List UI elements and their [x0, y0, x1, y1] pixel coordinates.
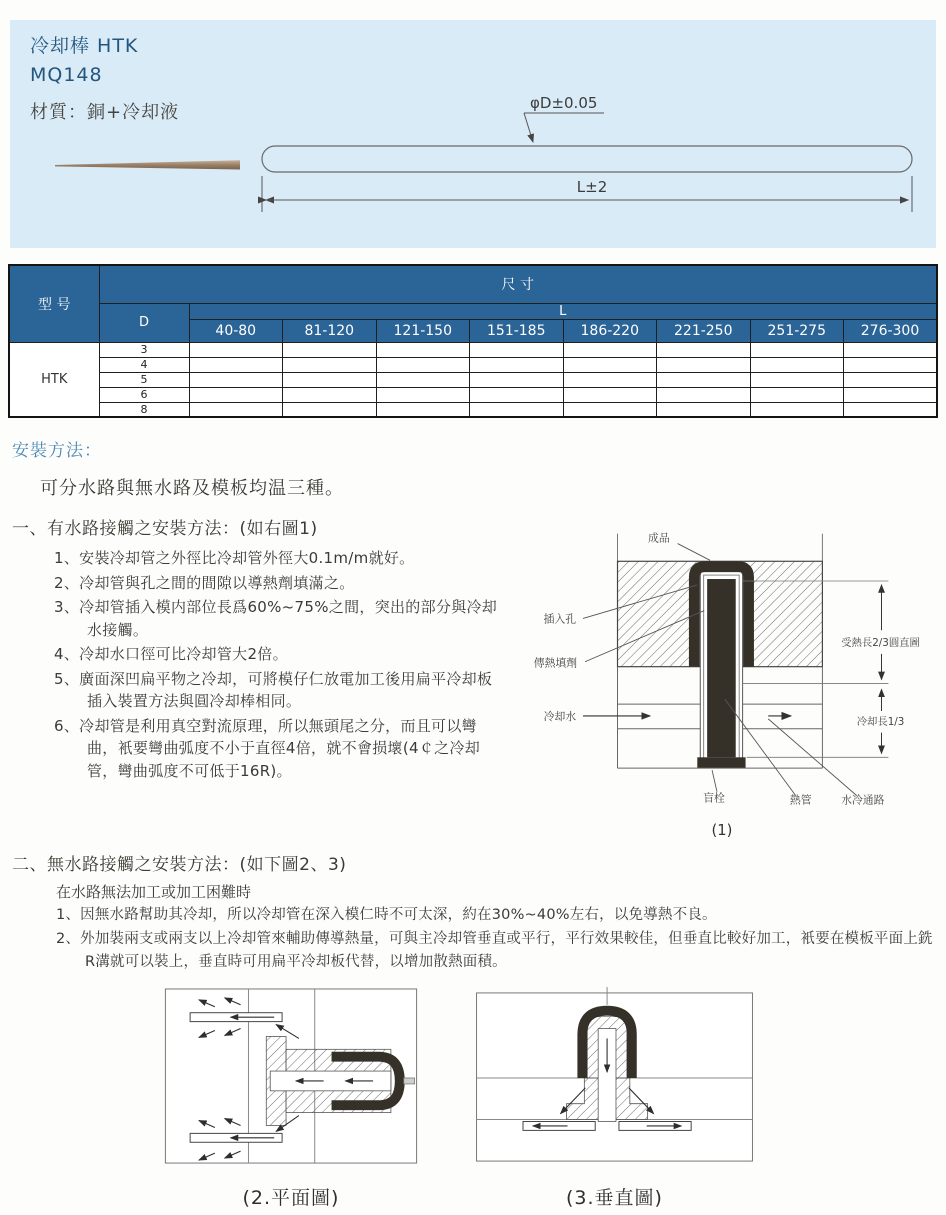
heat-pipe — [707, 579, 736, 757]
page-title-block — [30, 32, 138, 89]
table-header-range: 40-80 — [189, 319, 283, 342]
figure3-caption: (3.垂直圖) — [566, 1187, 663, 1210]
table-cell — [844, 357, 938, 372]
rod-photo — [55, 160, 240, 171]
spec-table — [8, 264, 938, 418]
table-cell — [844, 342, 938, 357]
table-cell-d: 8 — [99, 402, 189, 417]
table-cell — [189, 387, 283, 402]
list-item: 2、冷却管與孔之間的間隙以導熱劑填滿之。 — [54, 573, 355, 592]
table-cell-d: 6 — [99, 387, 189, 402]
list-item: 5、廣面深凹扁平物之冷却，可將模仔仁放電加工後用扁平冷却板插入裝置方法與圓冷却棒相同。 — [54, 669, 493, 710]
table-cell — [376, 402, 470, 417]
blind-plug — [697, 757, 745, 768]
heated-length-label: 受熱長2/3圓直圖 — [841, 637, 920, 649]
table-cell — [470, 372, 564, 387]
list-item: 1、因無水路幫助其冷却，所以冷却管在深入模仁時不可太深，約在30%~40%左右，以免導熱不良。 — [56, 907, 717, 923]
table-cell — [563, 372, 657, 387]
table-cell — [563, 387, 657, 402]
section1-items — [54, 547, 500, 782]
heat-pipe-label: 熱管 — [789, 793, 812, 807]
table-header-range: 81-120 — [283, 319, 377, 342]
figure2-box — [162, 987, 420, 1210]
table-header-l: L — [189, 303, 937, 319]
table-cell-model: HTK — [9, 342, 99, 417]
section2-title: 二、無水路接觸之安裝方法：(如下圖2、3) — [12, 855, 347, 875]
table-cell — [189, 357, 283, 372]
install-heading: 安裝方法： — [12, 441, 102, 461]
insert-hole-label: 插入孔 — [543, 612, 577, 626]
list-item: 4、冷却水口徑可比冷却管大2倍。 — [54, 645, 288, 663]
table-cell — [189, 372, 283, 387]
table-cell — [844, 402, 938, 417]
table-cell — [750, 387, 844, 402]
table-cell — [470, 342, 564, 357]
table-cell — [376, 342, 470, 357]
table-cell-d: 5 — [99, 372, 189, 387]
dimension-drawing — [252, 88, 944, 226]
table-cell — [750, 402, 844, 417]
table-cell — [657, 342, 751, 357]
table-cell — [376, 372, 470, 387]
table-cell — [189, 402, 283, 417]
table-cell-d: 4 — [99, 357, 189, 372]
table-cell — [376, 387, 470, 402]
cooling-length-label: 冷却長1/3 — [856, 715, 905, 728]
table-cell — [563, 357, 657, 372]
section1-title: 一、有水路接觸之安裝方法：(如右圖1) — [12, 519, 318, 539]
table-cell — [189, 342, 283, 357]
figure1-caption: (1) — [711, 822, 733, 840]
figure1-water-circuit — [500, 514, 934, 844]
figure2-plan-view — [162, 987, 420, 1167]
table-cell-d: 3 — [99, 342, 189, 357]
list-item: 3、冷却管插入模内部位長爲60%~75%之間，突出的部分與冷却水接觸。 — [54, 598, 498, 639]
table-cell — [750, 342, 844, 357]
cooling-water-label: 冷却水 — [543, 709, 577, 723]
table-cell — [750, 357, 844, 372]
product-label: 成品 — [648, 531, 670, 545]
table-header-d: D — [99, 303, 189, 342]
table-cell — [283, 372, 377, 387]
section2-items — [56, 904, 934, 973]
table-cell — [470, 402, 564, 417]
table-cell — [283, 342, 377, 357]
table-header-range: 121-150 — [376, 319, 470, 342]
table-header-range: 276-300 — [844, 319, 938, 342]
table-header-size: 尺 寸 — [99, 265, 937, 303]
table-cell — [844, 387, 938, 402]
table-cell — [657, 387, 751, 402]
table-cell — [657, 357, 751, 372]
list-item: 6、冷却管是利用真空對流原理，所以無頭尾之分，而且可以彎曲，衹要彎曲弧度不小于直徑4倍，就不會损壞(4￠之冷却管，彎曲弧度不可低于16R)。 — [54, 716, 481, 780]
install-intro: 可分水路與無水路及模板均温三種。 — [40, 478, 344, 499]
table-cell — [750, 372, 844, 387]
table-cell — [470, 357, 564, 372]
header-band — [10, 20, 936, 248]
figure3-vertical-view — [472, 987, 757, 1167]
table-cell — [657, 372, 751, 387]
blind-plug-label: 盲栓 — [703, 791, 725, 805]
table-header-range: 221-250 — [657, 319, 751, 342]
section2-subtitle: 在水路無法加工或加工困難時 — [56, 883, 252, 901]
table-header-range: 251-275 — [750, 319, 844, 342]
table-cell — [844, 372, 938, 387]
table-cell — [283, 402, 377, 417]
list-item: 2、外加裝兩支或兩支以上冷却管來輔助傳導熱量，可與主冷却管垂直或平行，平行效果較佳，但垂直比較好加工，衹要在模板平面上銑R溝就可以裝上，垂直時可用扁平冷却板代替，以增加散熱面積。 — [56, 931, 933, 970]
table-cell — [376, 357, 470, 372]
table-cell — [470, 387, 564, 402]
figure2-caption: (2.平面圖) — [242, 1187, 340, 1210]
length-label: L±2 — [576, 178, 608, 196]
list-item: 1、安裝冷却管之外徑比冷却管外徑大0.1m/m就好。 — [54, 549, 415, 567]
table-cell — [563, 402, 657, 417]
figure3-box — [472, 987, 757, 1210]
table-cell — [657, 402, 751, 417]
product-model: MQ148 — [30, 63, 103, 86]
material-line: 材質：銅+冷却液 — [30, 102, 180, 123]
table-cell — [283, 357, 377, 372]
table-header-range: 186-220 — [563, 319, 657, 342]
rod-outline — [262, 146, 912, 172]
table-cell — [563, 342, 657, 357]
table-header-model: 型 号 — [9, 265, 99, 342]
install-section — [12, 436, 934, 1210]
product-title: 冷却棒 HTK — [30, 35, 139, 57]
diameter-label: φD±0.05 — [530, 94, 598, 112]
table-header-range: 151-185 — [470, 319, 564, 342]
water-circuit-label: 水冷通路 — [841, 793, 885, 807]
table-cell — [283, 387, 377, 402]
filler-label: 傳熱填劑 — [533, 656, 578, 670]
